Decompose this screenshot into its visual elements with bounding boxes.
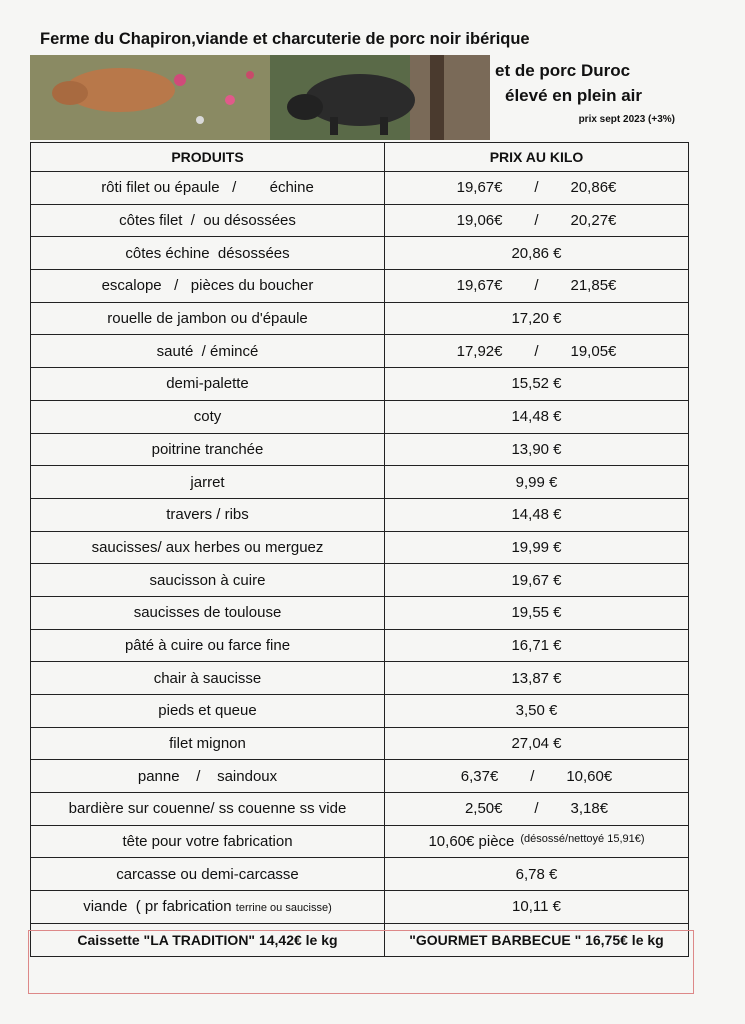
price-value: 19,99 € (511, 538, 562, 556)
table-row (31, 662, 689, 695)
price-cell (385, 825, 689, 858)
price-separator: / (534, 342, 539, 360)
product-name: rôti filet ou épaule / échine (101, 179, 314, 197)
column-header-prices: PRIX AU KILO (385, 143, 689, 172)
price-value: 19,67 € (511, 571, 562, 589)
price-cell (385, 237, 689, 270)
price-cell (385, 368, 689, 401)
table-row (31, 400, 689, 433)
price-separator: / (534, 277, 539, 295)
pigs-photo (30, 55, 490, 140)
product-name: rouelle de jambon ou d'épaule (107, 310, 308, 328)
product-cell (31, 596, 385, 629)
price-separator: / (534, 800, 539, 818)
price-cell (385, 172, 689, 205)
subtitle-line-1: et de porc Duroc (495, 61, 631, 80)
product-name: saucisson à cuire (149, 571, 266, 589)
product-name: côtes échine désossées (125, 244, 290, 262)
price-cell (385, 564, 689, 597)
product-cell (31, 531, 385, 564)
price-value: 16,71 € (511, 636, 562, 654)
product-cell (31, 662, 385, 695)
product-cell (31, 368, 385, 401)
price-cell (385, 531, 689, 564)
price-value: 13,90 € (511, 440, 562, 458)
price-value: 20,86 € (511, 244, 562, 262)
product-name: saucisses/ aux herbes ou merguez (91, 538, 324, 556)
price-cell (385, 629, 689, 662)
footer-tradition: Caissette "LA TRADITION" 14,42€ le kg (31, 923, 385, 956)
price-cell (385, 727, 689, 760)
product-name: coty (193, 408, 222, 426)
price-cell (385, 793, 689, 826)
product-cell (31, 629, 385, 662)
table-header-row (31, 143, 689, 172)
product-cell (31, 825, 385, 858)
product-name: panne / saindoux (137, 767, 278, 785)
header-subtitle (495, 58, 695, 108)
product-name: carcasse ou demi-carcasse (116, 865, 299, 883)
price-value: 10,11 € (512, 898, 561, 916)
table-row (31, 335, 689, 368)
subtitle-line-2: élevé en plein air (505, 86, 643, 105)
column-header-products: PRODUITS (31, 143, 385, 172)
price-value: 19,67€ (456, 179, 503, 197)
product-cell (31, 237, 385, 270)
product-name: pâté à cuire ou farce fine (124, 636, 291, 654)
price-value: 6,78 € (515, 865, 558, 883)
table-row (31, 727, 689, 760)
price-value: 15,52 € (511, 375, 562, 393)
price-cell (385, 204, 689, 237)
product-cell (31, 564, 385, 597)
product-name: tête pour votre fabrication (122, 833, 293, 851)
price-table (30, 142, 689, 957)
table-row (31, 433, 689, 466)
price-separator: / (534, 212, 539, 230)
price-cell (385, 760, 689, 793)
price-value: 2,50€ (464, 800, 503, 818)
product-name: côtes filet / ou désossées (119, 212, 296, 230)
product-name: saucisses de toulouse (133, 604, 282, 622)
price-cell (385, 433, 689, 466)
table-footer-row (31, 923, 689, 956)
product-name: travers / ribs (166, 506, 249, 524)
price-value: 9,99 € (515, 473, 558, 491)
price-separator: / (534, 179, 539, 197)
price-cell (385, 596, 689, 629)
price-value: 14,48 € (511, 506, 562, 524)
price-cell (385, 662, 689, 695)
table-row (31, 596, 689, 629)
table-row (31, 564, 689, 597)
price-value: 13,87 € (511, 669, 562, 687)
table-row (31, 760, 689, 793)
product-name: chair à saucisse (153, 669, 262, 687)
product-cell (31, 760, 385, 793)
price-value-alt: 19,05€ (570, 342, 617, 360)
product-cell (31, 858, 385, 891)
price-date-note: prix sept 2023 (+3%) (578, 114, 675, 125)
price-cell (385, 891, 689, 924)
table-row (31, 858, 689, 891)
price-cell (385, 695, 689, 728)
table-row (31, 368, 689, 401)
price-cell (385, 270, 689, 303)
product-cell (31, 302, 385, 335)
price-value-alt: 20,86€ (570, 179, 617, 197)
price-value: 19,67€ (456, 277, 503, 295)
price-value: 17,20 € (511, 310, 562, 328)
product-name-note: terrine ou saucisse) (235, 902, 332, 915)
table-row (31, 825, 689, 858)
price-value: 10,60€ pièce (428, 833, 515, 851)
product-name: sauté / émincé (156, 342, 259, 360)
price-cell (385, 302, 689, 335)
product-name: bardière sur couenne/ ss couenne ss vide (68, 800, 347, 818)
product-cell (31, 335, 385, 368)
product-cell (31, 172, 385, 205)
product-cell (31, 270, 385, 303)
table-row (31, 270, 689, 303)
product-name: jarret (190, 473, 225, 491)
table-row (31, 793, 689, 826)
table-row (31, 498, 689, 531)
table-row (31, 891, 689, 924)
product-cell (31, 466, 385, 499)
price-value-alt: 10,60€ (566, 767, 613, 785)
price-value: 6,37€ (460, 767, 499, 785)
price-value-alt: 3,18€ (570, 800, 609, 818)
price-value-alt: 20,27€ (570, 212, 617, 230)
table-row (31, 237, 689, 270)
product-cell (31, 400, 385, 433)
product-cell (31, 433, 385, 466)
product-cell (31, 891, 385, 924)
table-row (31, 302, 689, 335)
price-value: 14,48 € (511, 408, 562, 426)
table-row (31, 629, 689, 662)
price-value: 19,06€ (456, 212, 503, 230)
product-name: viande ( pr fabrication (83, 898, 232, 916)
page-title: Ferme du Chapiron,viande et charcuterie de porc noir ibérique (40, 30, 530, 48)
product-name: demi-palette (166, 375, 249, 393)
footer-gourmet: "GOURMET BARBECUE " 16,75€ le kg (385, 923, 689, 956)
product-name: escalope / pièces du boucher (101, 277, 314, 295)
product-name: pieds et queue (158, 702, 257, 720)
price-cell (385, 335, 689, 368)
price-cell (385, 858, 689, 891)
table-row (31, 466, 689, 499)
price-value: 27,04 € (511, 735, 562, 753)
price-cell (385, 400, 689, 433)
product-cell (31, 498, 385, 531)
product-cell (31, 695, 385, 728)
product-cell (31, 204, 385, 237)
table-row (31, 204, 689, 237)
product-cell (31, 793, 385, 826)
price-value: 17,92€ (456, 342, 503, 360)
price-note: (désossé/nettoyé 15,91€) (520, 833, 645, 846)
product-name: poitrine tranchée (151, 440, 264, 458)
table-row (31, 172, 689, 205)
price-value: 19,55 € (511, 604, 562, 622)
table-row (31, 695, 689, 728)
price-value-alt: 21,85€ (570, 277, 617, 295)
price-separator: / (530, 767, 535, 785)
table-row (31, 531, 689, 564)
price-value: 3,50 € (515, 702, 558, 720)
price-cell (385, 498, 689, 531)
product-name: filet mignon (169, 735, 246, 753)
product-cell (31, 727, 385, 760)
price-cell (385, 466, 689, 499)
